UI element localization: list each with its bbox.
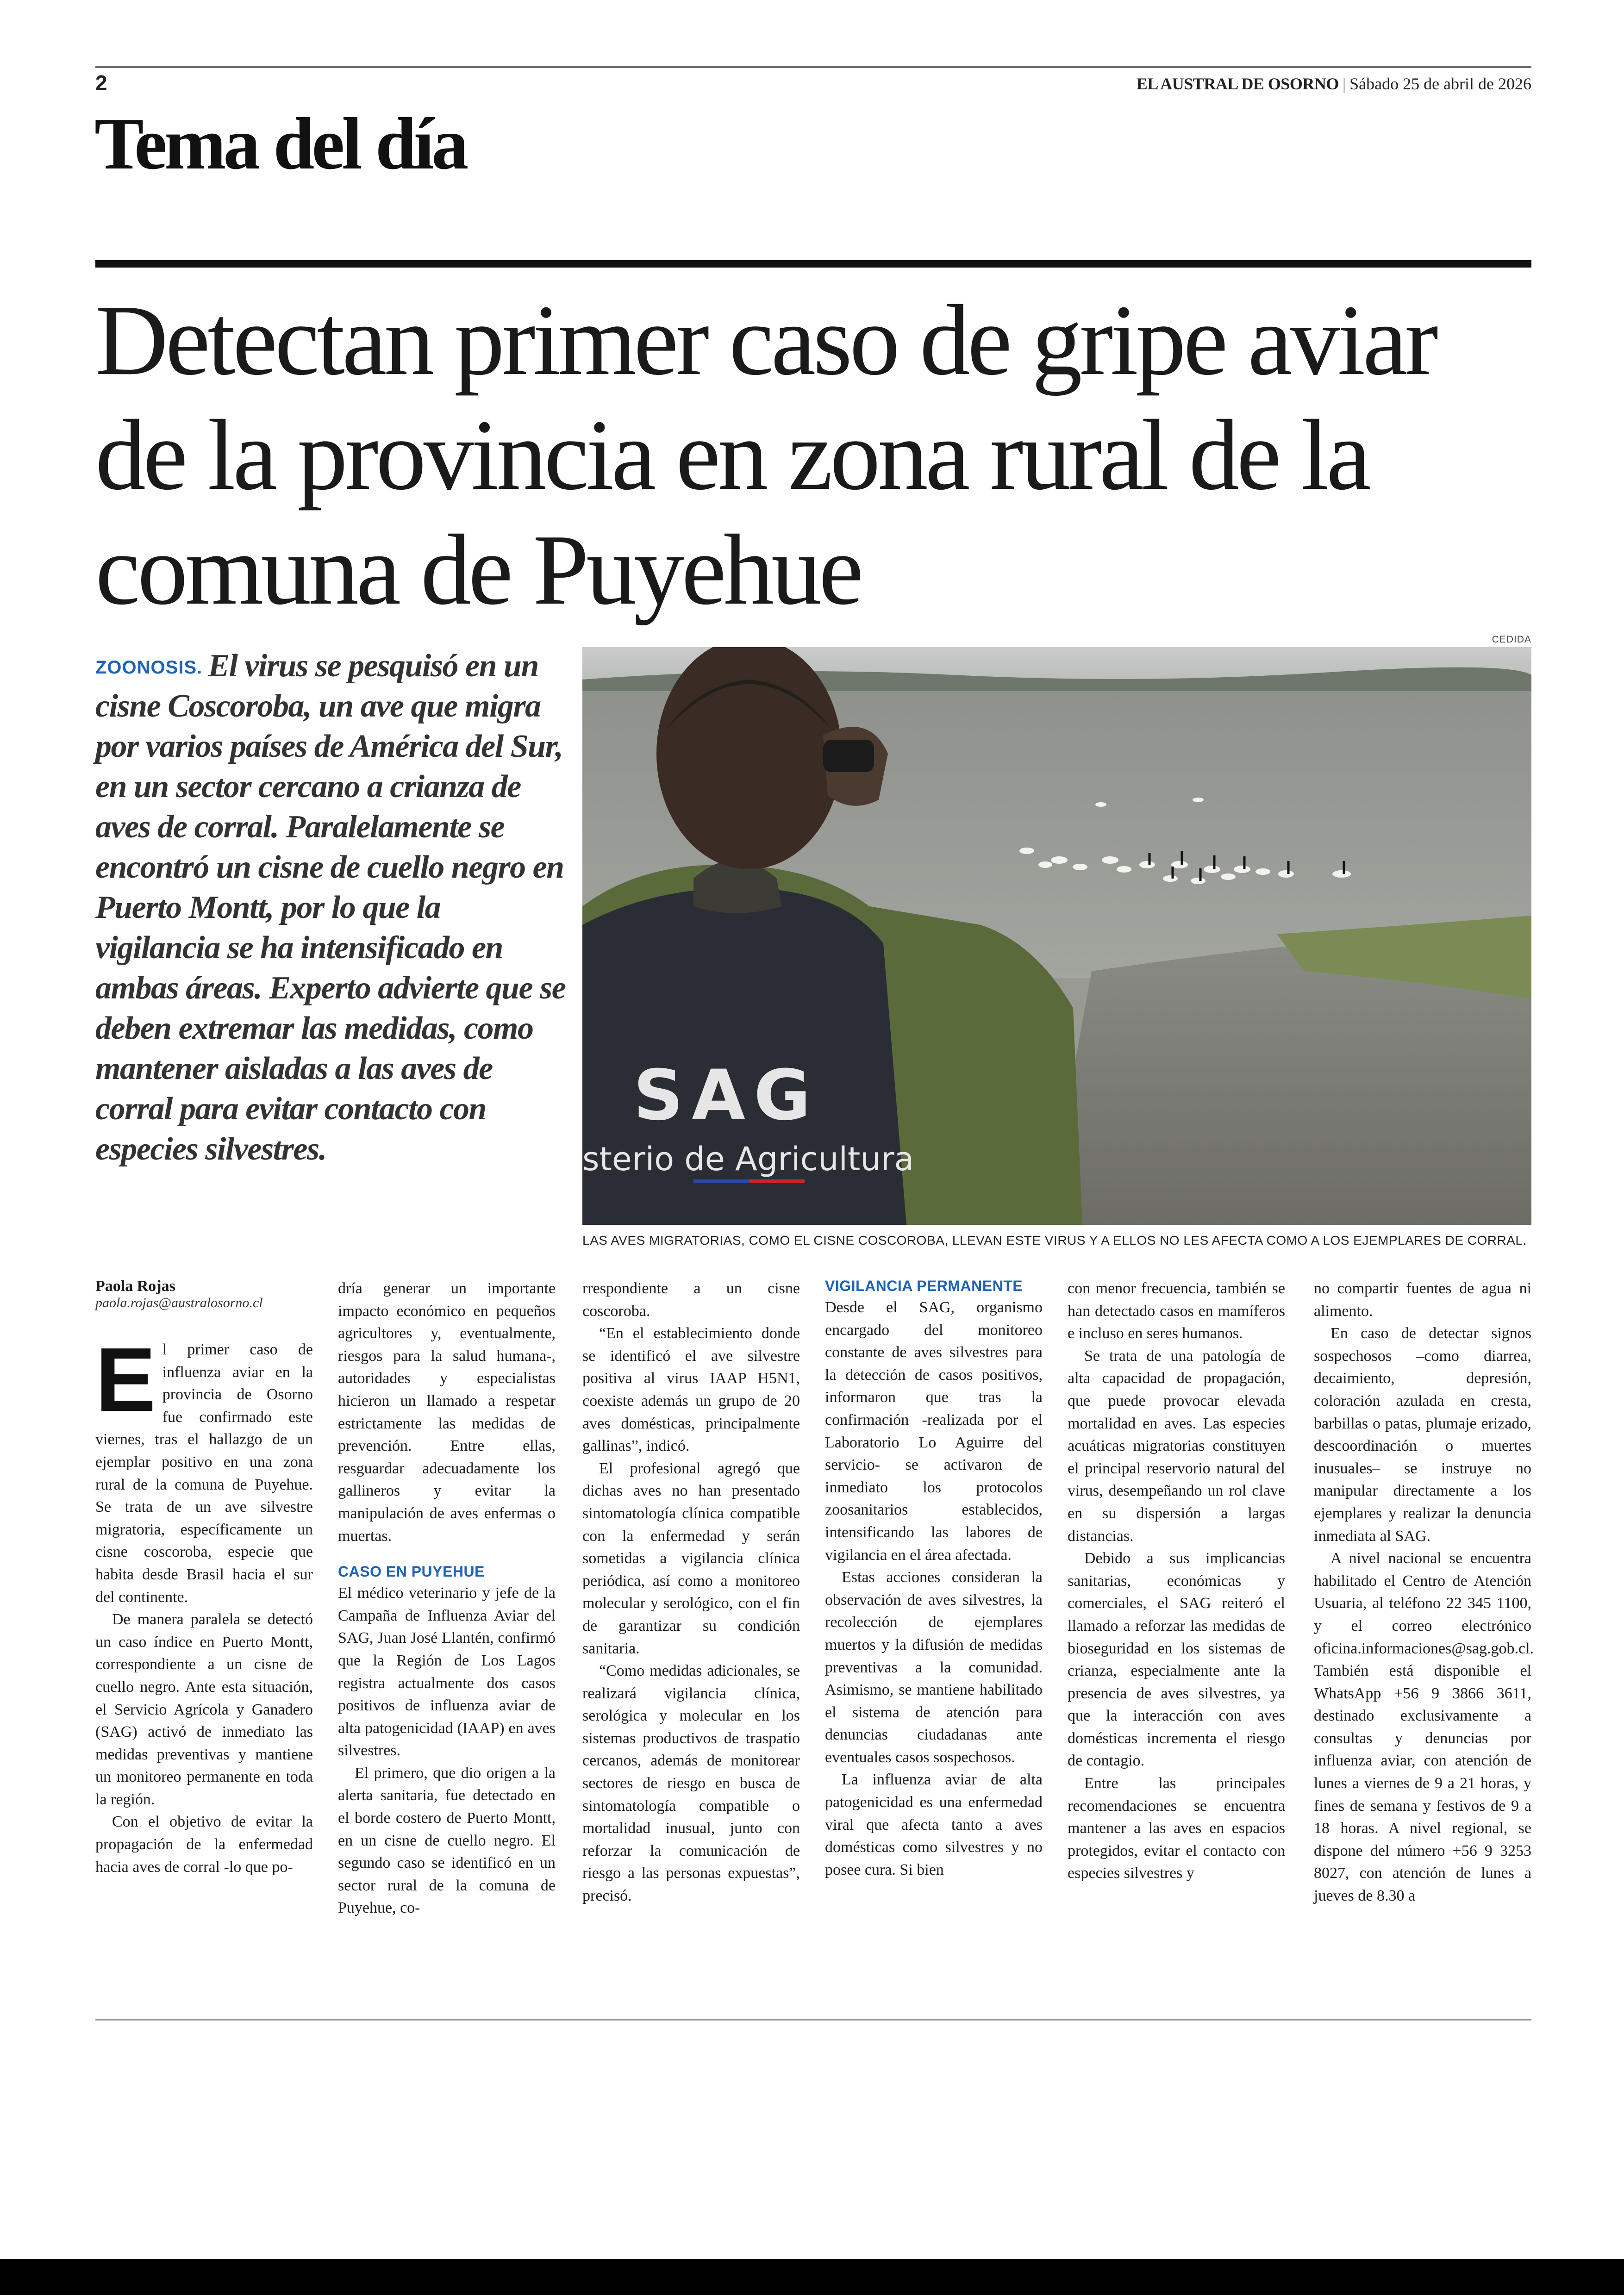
- byline-email: paola.rojas@australosorno.cl: [95, 1295, 263, 1310]
- section-rule: [95, 260, 1531, 268]
- publication-name: EL AUSTRAL DE OSORNO: [1136, 75, 1339, 93]
- paragraph: El primero, que dio origen a la alerta sanitaria, fue detectado en el borde costero de Puerto Montt, en un cisne de cuello negro. El segundo caso se identificó en un sector rural de la comuna de Puyehue, co-: [338, 1764, 556, 1917]
- photo-credit: CEDIDA: [1492, 634, 1531, 645]
- subhead-vigilancia-permanente: VIGILANCIA PERMANENTE: [825, 1278, 1023, 1294]
- paragraph: El médico veterinario y jefe de la Campaña de Influenza Aviar del SAG, Juan José Llantén, confirmó que la Región de Los Lagos registra actualmente dos casos positivos de influenza aviar de alta patogenicidad (IAAP) en aves silvestres.: [338, 1584, 556, 1759]
- masthead-separator: |: [1342, 75, 1346, 93]
- paragraph-text: l primer caso de influenza aviar en la provincia de Osorno fue confirmado este viernes, tras el hallazgo de un ejemplar positivo en una zona rural de la comuna de Puyehue. Se trata de un ave silvestre migratoria, específicamente un cisne coscoroba, especie que habita desde Brasil hacia el sur del continente.: [95, 1341, 313, 1606]
- paragraph: rrespondiente a un cisne coscoroba.: [582, 1280, 800, 1320]
- paragraph: [95, 1329, 313, 1609]
- vest-stripe-blue: [693, 1179, 749, 1183]
- column-3: [582, 1278, 800, 1908]
- column-6: [1314, 1278, 1534, 1908]
- byline-author: Paola Rojas: [95, 1278, 175, 1295]
- vest-ministry-text: sterio de Agricultura: [582, 1140, 914, 1178]
- kicker: ZOONOSIS.: [95, 657, 203, 678]
- top-rule: [95, 66, 1531, 68]
- paragraph: Estas acciones consideran la observación de aves silvestres, la recolección de ejemplares muertos y la difusión de medidas preventivas a la comunidad. Asimismo, se mantiene habilitado el sistema de atención para denuncias ciudadanas ante eventuales casos sospechosos.: [825, 1569, 1043, 1766]
- paragraph: La influenza aviar de alta patogenicidad es una enfermedad viral que afecta tanto a aves domésticas como silvestres y no posee cura. Si bien: [825, 1771, 1043, 1878]
- lede-text: El virus se pesquisó en un cisne Coscoroba, un ave que migra por varios países de América del Sur, en un sector cercano a crianza de aves de corral. Paralelamente se encontró un cisne de cuello negro en Puerto Montt, por lo que la vigilancia se ha intensificado en ambas áreas. Experto advierte que se deben extremar las medidas, como mantener aisladas a las aves de corral para evitar contacto con especies silvestres.: [95, 648, 566, 1167]
- binoculars: [823, 740, 874, 772]
- paragraph: “En el establecimiento donde se identificó el ave silvestre positiva al virus IAAP H5N1, coexiste además un grupo de 20 aves domésticas, principalmente gallinas”, indicó.: [582, 1325, 800, 1455]
- photo-caption: LAS AVES MIGRATORIAS, COMO EL CISNE COSCOROBA, LLEVAN ESTE VIRUS Y A ELLOS NO LES AFECTA COMO A LOS EJEMPLARES DE CORRAL.: [582, 1233, 1527, 1247]
- vest-sag-logo: SAG: [633, 1055, 819, 1136]
- section-title: Tema del día: [94, 102, 466, 185]
- paragraph: Con el objetivo de evitar la propagación de la enfermedad hacia aves de corral -lo que po-: [95, 1813, 313, 1876]
- masthead-info: [1137, 74, 1531, 94]
- paragraph: no compartir fuentes de agua ni alimento.: [1314, 1280, 1531, 1320]
- paragraph: Debido a sus implicancias sanitarias, económicas y comerciales, el SAG reiteró el llamado a reforzar las medidas de bioseguridad en los sistemas de crianza, especialmente ante la presencia de aves silvestres, ya que la interacción con aves domésticas incrementa el riesgo de contagio.: [1068, 1550, 1285, 1770]
- column-1: [95, 1278, 313, 1878]
- paragraph: “Como medidas adicionales, se realizará vigilancia clínica, serológica y molecular en los sistemas productivos de traspatio cercanos, además de monitorear sectores de riesgo en busca de sintomatología compatible o mortalidad inusual, junto con reforzar la comunicación de riesgo a las personas expuestas”, precisó.: [582, 1662, 800, 1905]
- paragraph: con menor frecuencia, también se han detectado casos en mamíferos e incluso en seres humanos.: [1068, 1280, 1285, 1342]
- paragraph: A nivel nacional se encuentra habilitado el Centro de Atención Usuaria, al teléfono 22 345 1100, y el correo electrónico oficina.informaciones@sag.gob.cl. También está disponible el WhatsApp +56 9 3866 3611, destinado exclusivamente a consultas y denuncias por influenza aviar, con atención de lunes a viernes de 9 a 21 horas, y fines de semana y festivos de 9 a 18 horas. A nivel regional, se dispone del número +56 9 3253 8027, con atención de lunes a jueves de 8.30 a: [1314, 1550, 1534, 1905]
- bottom-rule: [95, 2019, 1531, 2021]
- publication-date: Sábado 25 de abril de 2026: [1349, 75, 1531, 93]
- column-2: [338, 1278, 556, 1920]
- column-4: [825, 1278, 1043, 1881]
- paragraph: dría generar un importante impacto económico en pequeños agricultores y, eventualmente, riesgos para la salud humana-, autoridades y especialistas hicieron un llamado a respetar estrictamente las medidas de prevención. Entre ellas, resguardar adecuadamente los gallineros y evitar la manipulación de aves enfermas o muertas.: [338, 1280, 556, 1545]
- drop-cap: E: [95, 1329, 156, 1430]
- column-5: [1068, 1278, 1285, 1885]
- lede: [95, 646, 568, 1169]
- paragraph: Se trata de una patología de alta capacidad de propagación, que puede provocar elevada mortalidad en aves. Las especies acuáticas migratorias constituyen el principal reservorio natural del virus, desempeñando un rol clave en su dispersión a largas distancias.: [1068, 1347, 1285, 1545]
- footer-bar: [0, 2259, 1624, 2295]
- paragraph: Desde el SAG, organismo encargado del monitoreo constante de aves silvestres para la detección de casos positivos, informaron que tras la confirmación -realizada por el Laboratorio Lo Aguirre del servicio- se activaron de inmediato los protocolos zoosanitarios establecidos, intensificando las labores de vigilancia en el área afectada.: [825, 1299, 1043, 1564]
- subhead-caso-en-puyehue: CASO EN PUYEHUE: [338, 1563, 485, 1580]
- vest-stripe-red: [749, 1179, 805, 1183]
- paragraph: Entre las principales recomendaciones se encuentra mantener a las aves en espacios protegidos, evitar el contacto con especies silvestres y: [1068, 1775, 1285, 1882]
- article-photo: [582, 647, 1531, 1225]
- paragraph: En caso de detectar signos sospechosos –como diarrea, decaimiento, depresión, coloración azulada en cresta, barbillas o patas, plumaje erizado, descoordinación o muertes inusuales– se instruye no manipular directamente a los ejemplares y realizar la denuncia inmediata al SAG.: [1314, 1325, 1531, 1545]
- headline: Detectan primer caso de gripe aviar de la provincia en zona rural de la comuna de Puyehue: [95, 285, 1436, 626]
- photo-illustration: [582, 647, 1531, 1225]
- paragraph: De manera paralela se detectó un caso índice en Puerto Montt, correspondiente a un cisne de cuello negro. Ante esta situación, el Servicio Agrícola y Ganadero (SAG) activó de inmediato las medidas preventivas y mantiene un monitoreo permanente en toda la región.: [95, 1611, 313, 1808]
- page-number: 2: [95, 71, 107, 95]
- paragraph: El profesional agregó que dichas aves no han presentado sintomatología clínica compatible con la enfermedad y serán sometidas a vigilancia clínica periódica, así como a monitoreo molecular y serológico, con el fin de garantizar su condición sanitaria.: [582, 1459, 800, 1657]
